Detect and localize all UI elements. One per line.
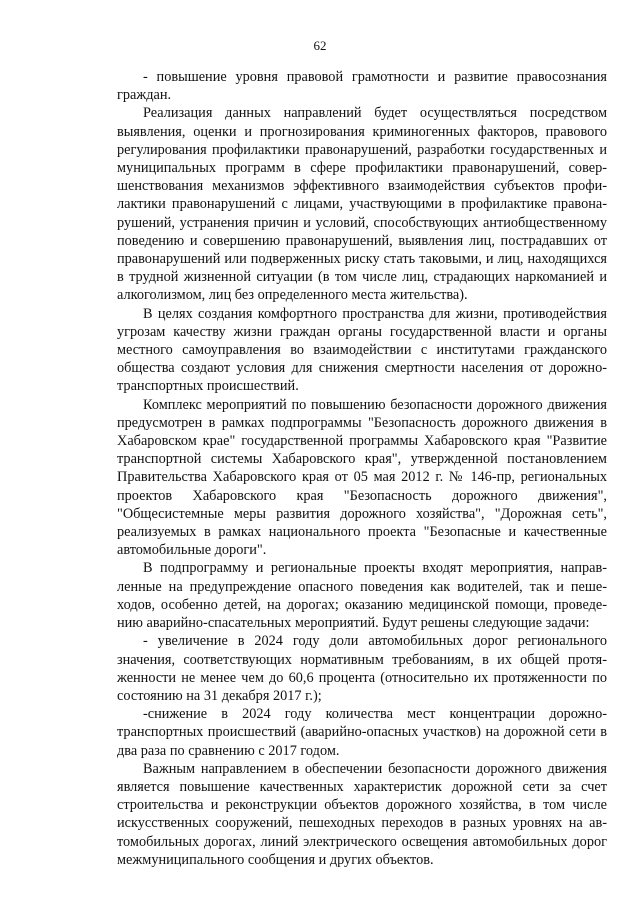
page-number: 62: [313, 38, 327, 53]
paragraph-subprogram-tasks: В подпрограмму и региональные проекты входят мероприятия, направленные на предупреждение опасного поведения как водителей, так и пешеходов, особенно детей, на дорогах; оказанию медицинской помощи, проведению аварийно-спасательных мероприятий. Будут решены следующие задачи:: [117, 560, 607, 632]
paragraph-task-road-share: - увеличение в 2024 году доли автомобильных дорог регионального значения, соответствующих нормативным требованиям, в их общей протяженности не менее чем до 60,6 процента (относительно их протяженности по состоянию на 31 декабря 2017 г.);: [117, 633, 607, 704]
paragraph-task-accident-sites: -снижение в 2024 году количества мест концентрации дорожно-транспортных происшествий (аварийно-опасных участков) на дорожной сети в два раза по сравнению с 2017 годом.: [117, 706, 607, 759]
paragraph-implementation: Реализация данных направлений будет осуществляться посредством выявления, оценки и прогнозирования криминогенных факторов, правового регулирования профилактики правонарушений, разработки государственных и муниципальных программ в сфере профилактики правонарушений, совершенствования механизмов эффективного взаимодействия субъектов профилактики правонарушений с лицами, участвующими в профилактике правонарушений, устранения причин и условий, способствующих антиобщественному поведению и совершению правонарушений, выявления лиц, пострадавших от правонарушений или подверженных риску стать таковыми, и лиц, находящихся в трудной жизненной ситуации (в том числе лиц, страдающих наркоманией и алкоголизмом, лиц без определенного места жительства).: [117, 105, 607, 304]
paragraph-legal-literacy: - повышение уровня правовой грамотности и развитие правосознания граждан.: [117, 69, 607, 104]
paragraph-road-network-quality: Важным направлением в обеспечении безопасности дорожного движения является повышение качественных характеристик дорожной сети за счет строительства и реконструкции объектов дорожного хозяйства, в том числе искусственных сооружений, пешеходных переходов в разных уровнях на автомобильных дорогах, линий электрического освещения автомобильных дорог межмуниципального сообщения и других объектов.: [117, 760, 607, 868]
paragraph-road-safety-complex: Комплекс мероприятий по повышению безопасности дорожного движения предусмотрен в рамках подпрограммы "Безопасность дорожного движения в Хабаровском крае" государственной программы Хабаровского края "Развитие транспортной системы Хабаровского края", утвержденной постановлением Правительства Хабаровского края от 05 мая 2012 г. № 146-пр, региональных проектов Хабаровского края "Безопасность дорожного движения", "Общесистемные меры развития дорожного хозяйства", "Дорожная сеть", реализуемых в рамках национального проекта "Безопасные и качественные автомобильные дороги".: [117, 396, 607, 559]
paragraph-comfortable-space: В целях создания комфортного пространства для жизни, противодействия угрозам качеству жизни граждан органы государственной власти и органы местного самоуправления во взаимодействии с институтами гражданского общества создают условия для снижения смертности населения от дорожно-транспортных происшествий.: [117, 305, 607, 395]
body-text: [117, 68, 607, 869]
